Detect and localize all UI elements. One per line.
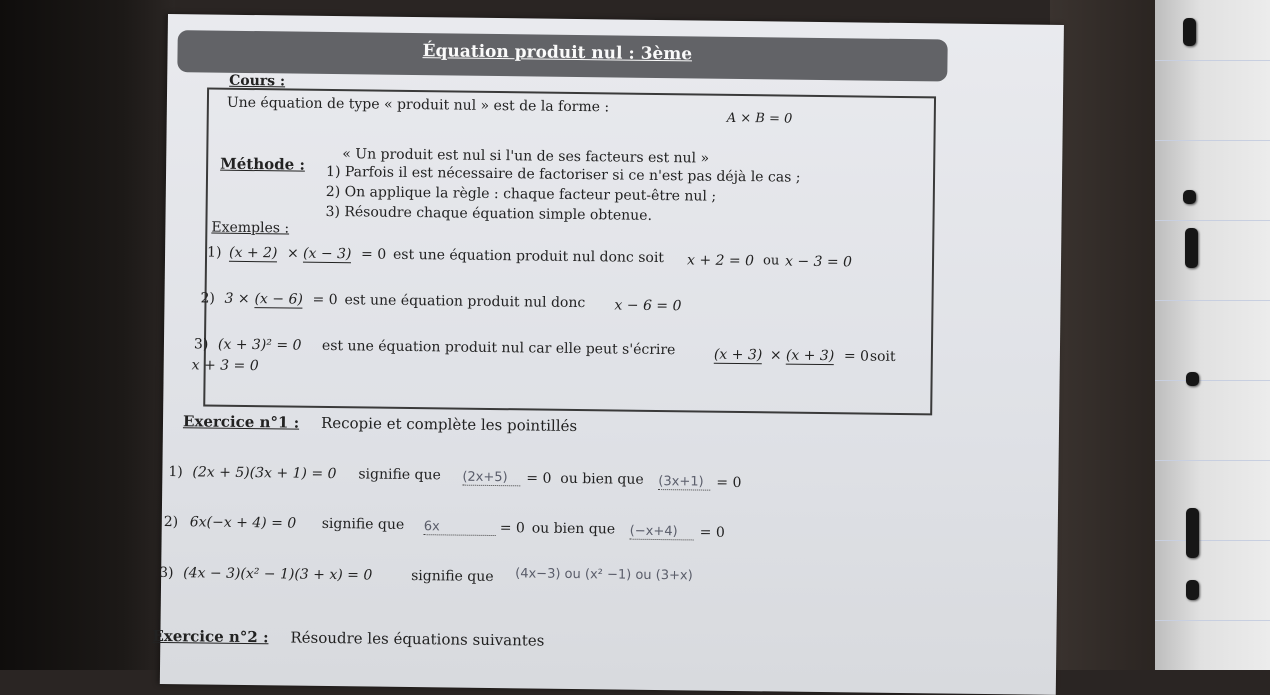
exercise-1-item-2-equals-zero-b: = 0: [699, 524, 725, 541]
binder-ring: [1185, 228, 1198, 268]
exercise-1-item-1-equation: (2x + 5)(3x + 1) = 0: [192, 464, 337, 483]
example-1-or: ou: [762, 253, 780, 269]
notebook-rule-line: [1155, 60, 1270, 61]
example-1-factor-2: (x − 3): [302, 245, 352, 263]
example-3-soit: soit: [869, 348, 896, 365]
notebook-rule-line: [1155, 620, 1270, 621]
exercise-1-item-1-equals-zero-b: = 0: [716, 474, 742, 492]
exercise-1-item-1-or: ou bien que: [560, 470, 644, 488]
notebook-page: [1155, 0, 1270, 670]
binder-ring: [1186, 508, 1199, 558]
example-1-times: ×: [286, 245, 299, 262]
example-3-equals-zero: = 0: [843, 348, 870, 365]
cours-definition: Une équation de type « produit nul » est de la forme :: [226, 94, 610, 116]
worksheet-title: Équation produit nul : 3ème: [422, 41, 693, 65]
exercise-1-item-2-answer-2: (−x+4): [630, 524, 694, 541]
notebook-rule-line: [1155, 300, 1270, 301]
notebook-rule-line: [1155, 220, 1270, 221]
example-3-number: 3): [193, 336, 209, 353]
notebook-rule-line: [1155, 140, 1270, 141]
example-3-factor-2: (x + 3): [785, 347, 835, 365]
binder-ring: [1183, 18, 1196, 46]
exercise-1-item-2-or: ou bien que: [531, 520, 616, 538]
example-1-number: 1): [206, 244, 222, 261]
example-3-solution: x + 3 = 0: [191, 357, 259, 375]
exercise-1-item-2-answer-1: 6x: [424, 519, 496, 536]
binder-ring: [1186, 580, 1199, 600]
exercise-1-item-1-equals-zero-a: = 0: [526, 470, 552, 487]
exercise-1-item-2-number: 2): [163, 513, 179, 531]
worksheet-paper: [152, 14, 1064, 695]
methode-step-2: 2) On applique la règle : chaque facteur peut-être nul ;: [325, 183, 717, 205]
example-1-factor-1: (x + 2): [228, 244, 278, 262]
cours-formula: A × B = 0: [726, 110, 793, 127]
example-3-text: est une équation produit nul car elle peut s'écrire: [321, 337, 676, 359]
desk-background-left: [0, 0, 175, 670]
example-2-factor: (x − 6): [254, 291, 303, 308]
example-2-prefix: 3 ×: [224, 290, 250, 308]
example-1-text: est une équation produit nul donc soit: [392, 246, 665, 267]
exercise-2-label: Exercice n°2 :: [152, 626, 269, 647]
exemples-label: Exemples :: [211, 219, 290, 237]
exercise-2-instruction: Résoudre les équations suivantes: [290, 628, 545, 650]
exercise-1-item-2-equation: 6x(−x + 4) = 0: [189, 514, 297, 532]
exercise-1-item-1-answer-2: (3x+1): [658, 474, 710, 491]
exercise-1-item-3-signifie: signifie que: [411, 568, 494, 586]
desk-background-right: [1050, 0, 1160, 670]
example-2-solution: x − 6 = 0: [614, 297, 682, 315]
notebook-rule-line: [1155, 460, 1270, 461]
example-2-text: est une équation produit nul donc: [344, 292, 586, 312]
binder-ring: [1183, 190, 1196, 204]
cours-heading: Cours :: [229, 72, 286, 90]
exercise-1-item-3-number: 3): [159, 564, 174, 582]
exercise-1-item-2-equals-zero-a: = 0: [499, 520, 525, 537]
exercise-1-item-1-answer-1: (2x+5): [462, 470, 520, 487]
example-2-equals-zero: = 0: [312, 291, 338, 309]
methode-step-3: 3) Résoudre chaque équation simple obtenue.: [325, 203, 653, 224]
exercise-1-item-3-equation: (4x − 3)(x² − 1)(3 + x) = 0: [183, 565, 373, 584]
example-3-factor-1: (x + 3): [713, 346, 763, 364]
notebook-rule-line: [1155, 380, 1270, 381]
example-1-solution-2: x − 3 = 0: [784, 253, 853, 271]
exercise-1-item-2-signifie: signifie que: [321, 515, 405, 533]
notebook-rule-line: [1155, 540, 1270, 541]
methode-step-1: 1) Parfois il est nécessaire de factoriser si ce n'est pas déjà le cas ;: [325, 163, 801, 186]
exercise-1-item-1-number: 1): [168, 464, 183, 481]
exercise-1-item-1-signifie: signifie que: [358, 466, 441, 484]
example-1-equals-zero: = 0: [360, 246, 387, 263]
exercise-1-instruction: Recopie et complète les pointillés: [320, 413, 578, 436]
binder-ring: [1186, 372, 1199, 386]
example-3-times: ×: [769, 347, 782, 364]
exercise-1-item-3-answer: (4x−3) ou (x² −1) ou (3+x): [515, 566, 693, 584]
exercise-1-label: Exercice n°1 :: [182, 412, 300, 432]
methode-label: Méthode :: [220, 154, 306, 174]
example-3-expression: (x + 3)² = 0: [217, 336, 302, 354]
example-2-number: 2): [200, 290, 215, 307]
example-1-solution-1: x + 2 = 0: [686, 252, 755, 270]
cours-rule: « Un produit est nul si l'un de ses facteurs est nul »: [342, 146, 710, 167]
